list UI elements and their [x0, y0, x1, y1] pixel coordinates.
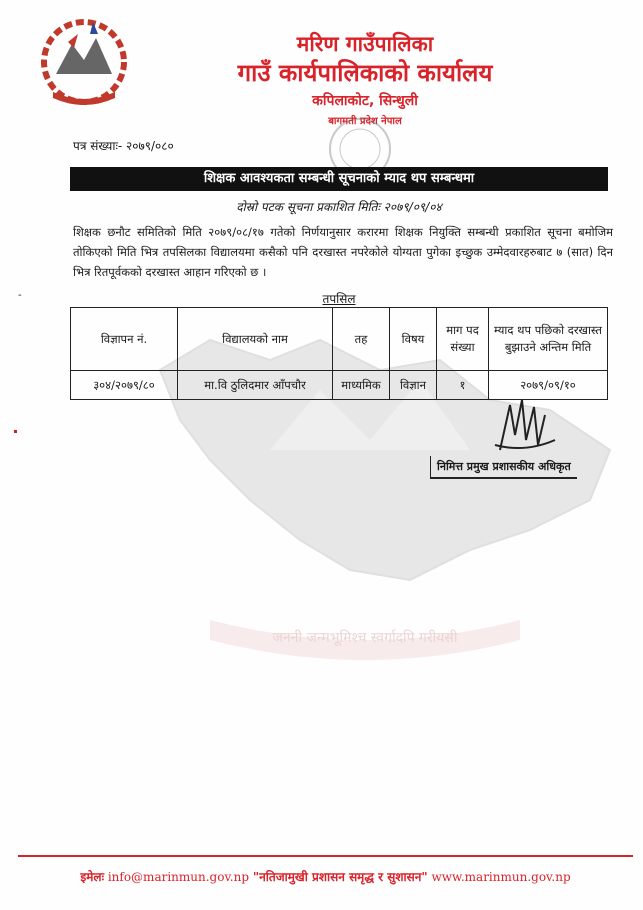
- handwritten-signature: [490, 395, 560, 457]
- cell-ad-number: ३०४/२०७९/८०: [71, 371, 178, 400]
- notice-body: शिक्षक छनौट समितिको मिति २०७९/०८/१७ गतेको निर्णयानुसार करारमा शिक्षक नियुक्ति सम्बन्धी प्रकाशित सूचना बमोजिम तोकिएको मिति भित्र तपसिलका विद्यालयमा कसैको पनि दरखास्त नपरेकोले योग्यता पुगेका इच्छुक उम्मेदवारहरुबाट ७ (सात) दिन भित्र रितपूर्वकको दरखास्त आहान गरिएको छ ।: [73, 225, 613, 279]
- footer-slogan: "नतिजामुखी प्रशासन समृद्ध र सुशासन": [252, 870, 428, 884]
- office-address: कपिलाकोट, सिन्धुली: [312, 93, 418, 109]
- col-header-level: तह: [333, 308, 390, 371]
- signatory-title: निमित्त प्रमुख प्रशासकीय अधिकृत: [430, 456, 577, 479]
- watermark-motto-ribbon: [205, 600, 525, 660]
- vacancy-table: [70, 307, 608, 400]
- col-header-deadline: म्याद थप पछिको दरखास्त बुझाउने अन्तिम मिति: [489, 308, 608, 371]
- margin-dot: [14, 430, 17, 433]
- footer: [18, 868, 633, 885]
- province-line: बागमती प्रदेश नेपाल: [328, 116, 402, 127]
- office-name: गाउँ कार्यपालिकाको कार्यालय: [237, 59, 493, 87]
- table-caption: तपसिल: [322, 292, 356, 306]
- col-header-subject: विषय: [390, 308, 437, 371]
- margin-mark: -: [18, 290, 22, 301]
- col-header-posts: माग पद संख्या: [437, 308, 489, 371]
- cell-deadline: २०७९/०९/१०: [489, 371, 608, 400]
- reference-number: पत्र संख्याः- २०७९/०८०: [73, 139, 174, 153]
- footer-email-label: इमेलः: [80, 870, 104, 884]
- col-header-ad-number: विज्ञापन नं.: [71, 308, 178, 371]
- municipality-name: मरिण गाउँपालिका: [296, 32, 434, 56]
- cell-school-name: मा.वि ठुलिदमार आँपचौर: [178, 371, 333, 400]
- footer-email-link[interactable]: info@marinmun.gov.np: [107, 870, 250, 884]
- government-emblem-icon: [38, 14, 130, 109]
- footer-website-link[interactable]: www.marinmun.gov.np: [431, 870, 571, 884]
- cell-posts: १: [437, 371, 489, 400]
- notice-subheading: दोस्रो पटक सूचना प्रकाशित मितिः २०७९/०९/०४: [236, 200, 442, 214]
- cell-subject: विज्ञान: [390, 371, 437, 400]
- cell-level: माध्यमिक: [333, 371, 390, 400]
- col-header-school-name: विद्यालयको नाम: [178, 308, 333, 371]
- footer-divider: [18, 855, 633, 857]
- notice-title-banner: शिक्षक आवश्यकता सम्बन्धी सूचनाको म्याद थप सम्बन्धमा: [70, 167, 608, 191]
- watermark-motto-text: जननी जन्मभूमिश्च स्वर्गादपि गरीयसी: [272, 630, 458, 646]
- table-header-row: [71, 308, 608, 371]
